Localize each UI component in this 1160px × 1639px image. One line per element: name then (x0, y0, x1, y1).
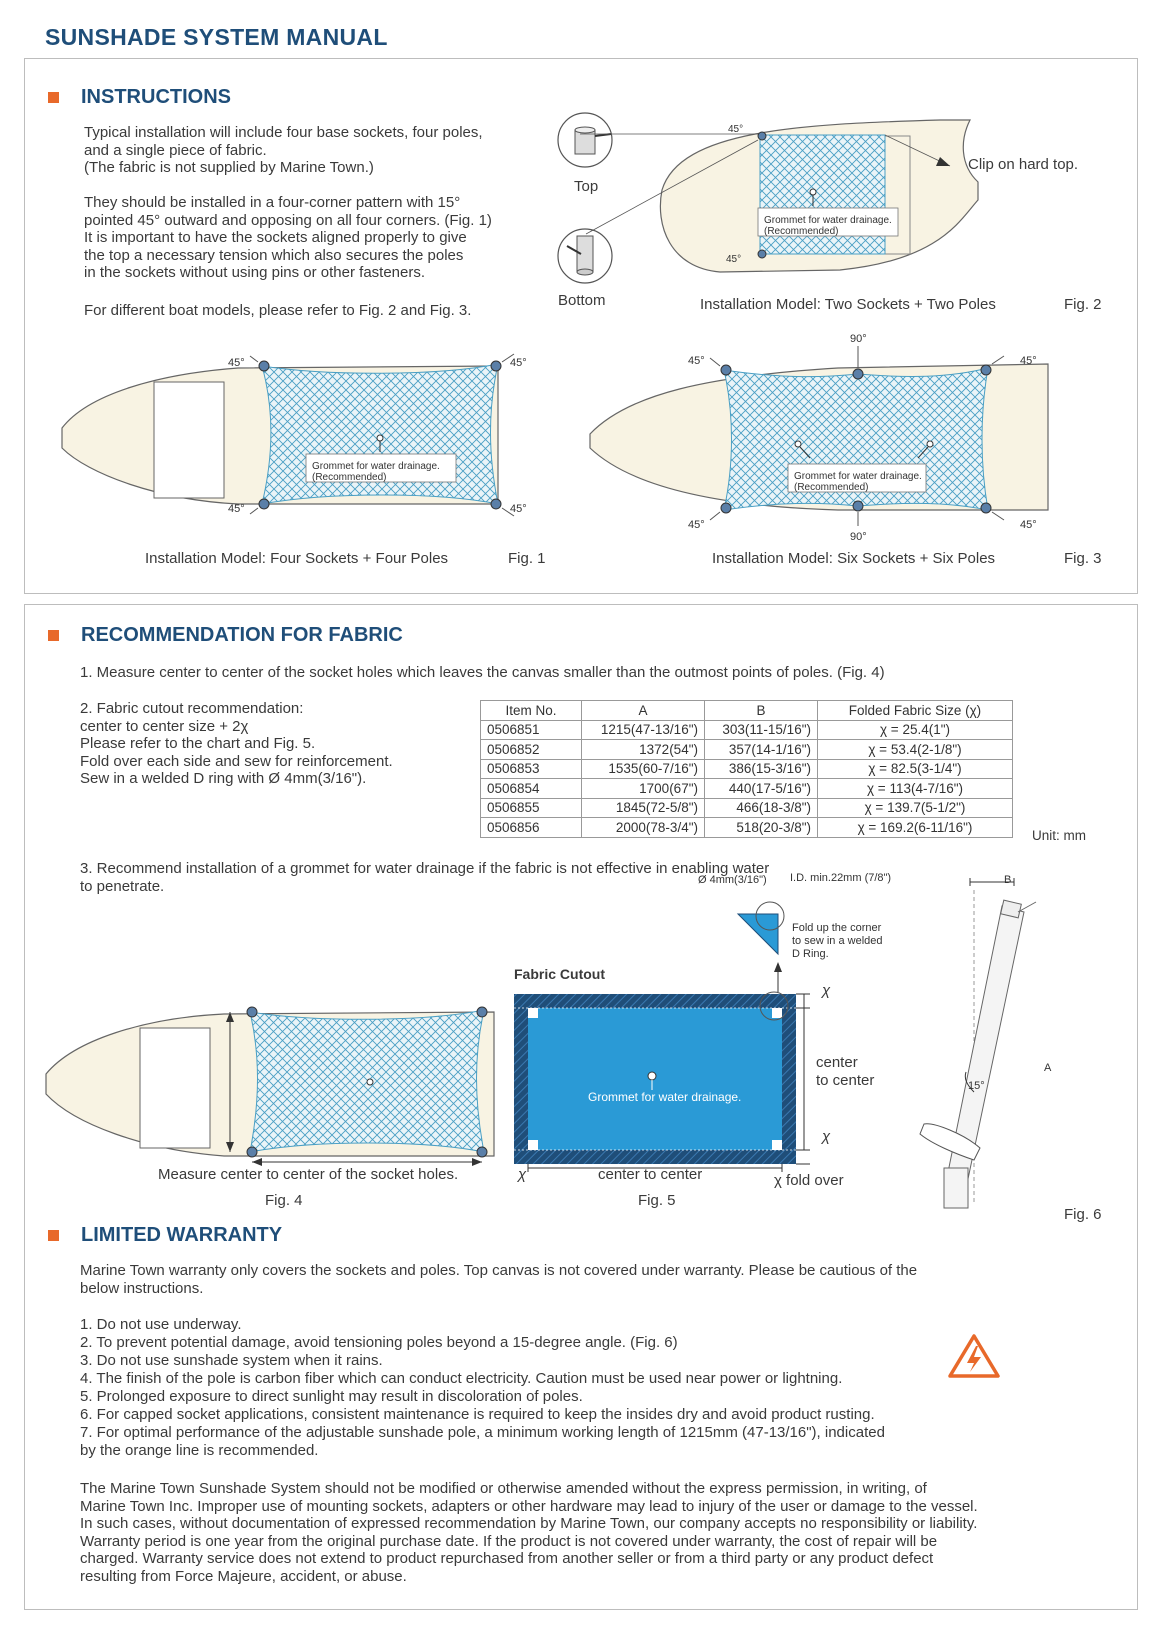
warranty-heading-text: LIMITED WARRANTY (81, 1224, 283, 1246)
table-row (481, 720, 1013, 740)
fabric-size-table (480, 700, 1013, 838)
list-item: 5. Prolonged exposure to direct sunlight may result in discoloration of poles. (80, 1388, 583, 1405)
fabric-item1: 1. Measure center to center of the socket holes which leaves the canvas smaller than the outmost points of poles. (Fig. 4) (80, 664, 885, 681)
instructions-heading-text: INSTRUCTIONS (81, 86, 231, 108)
chi-top: χ (822, 982, 831, 999)
grommet-drain-label: Grommet for water drainage. (588, 1090, 742, 1104)
section-marker-icon (48, 1230, 59, 1241)
table-row (481, 818, 1013, 838)
fig2-grommet-line1: Grommet for water drainage. (764, 215, 892, 226)
warning-electric-icon (946, 1332, 1002, 1382)
fig2-angle-bottom: 45° (726, 254, 742, 265)
fig3-angle-bottom: 90° (850, 531, 867, 543)
chi-bottom: χ (822, 1128, 831, 1145)
center-to-center-v1: center (816, 1054, 858, 1071)
table-header-row (481, 701, 1013, 721)
warranty-list (80, 1316, 885, 1460)
instructions-heading (48, 86, 231, 109)
fig1-angle-tl: 45° (228, 357, 245, 369)
fig3-angle-top: 90° (850, 333, 867, 345)
list-item: 6. For capped socket applications, consistent maintenance is required to keep the insides dry and avoid product rusting. (80, 1406, 875, 1423)
section-marker-icon (48, 92, 59, 103)
list-item: 4. The finish of the pole is carbon fiber which can conduct electricity. Caution must be used near power or lightning. (80, 1370, 843, 1387)
list-item: 2. To prevent potential damage, avoid tensioning poles beyond a 15-degree angle. (Fig. 6) (80, 1334, 678, 1351)
fig2-angle-top: 45° (728, 124, 744, 135)
table-cell: 1535(60-7/16") (582, 759, 705, 779)
table-row (481, 759, 1013, 779)
table-header: B (705, 701, 818, 721)
table-cell: 1372(54") (582, 740, 705, 760)
fig2-diagram (600, 110, 1000, 290)
warranty-closing: The Marine Town Sunshade System should not be modified or otherwise amended without the express permission, in writing, of Marine Town Inc. Improper use of mounting sockets, adapters or other hardware may lead to injury of the user or damage to the vessel. In such cases, without documentation of expressed recommendation by Marine Town, our company accepts no responsibility or liability. Warranty period is one year from the original purchase date. If the product is not covered under warranty, the cost of repair will be charged. Warranty service does not extend to product repurchased from another seller or from a third party or any product defect resulting from Force Majeure, accident, or abuse. (80, 1480, 978, 1585)
fig5-diagram (506, 868, 806, 1178)
fold-note-1: Fold up the corner (792, 922, 882, 934)
unit-label: Unit: mm (1032, 828, 1086, 843)
table-cell: χ = 82.5(3-1/4") (818, 759, 1013, 779)
instructions-para3: For different boat models, please refer to Fig. 2 and Fig. 3. (84, 302, 472, 319)
list-item: 1. Do not use underway. (80, 1316, 242, 1333)
table-cell: 0506852 (481, 740, 582, 760)
fabric-cutout-title: Fabric Cutout (514, 966, 605, 982)
fig3-angle-tr: 45° (1020, 355, 1037, 367)
list-item: 3. Do not use sunshade system when it rains. (80, 1352, 383, 1369)
fig1-angle-tr: 45° (510, 357, 527, 369)
fig3-grommet-line2: (Recommended) (794, 482, 869, 493)
table-header: A (582, 701, 705, 721)
center-to-center-h: center to center (598, 1166, 703, 1183)
fig1-grommet-line2: (Recommended) (312, 472, 387, 483)
center-to-center-v2: to center (816, 1072, 875, 1089)
fold-note-2: to sew in a welded (792, 935, 883, 947)
fig1-grommet-line1: Grommet for water drainage. (312, 461, 440, 472)
pole-dim-a: A (1044, 1062, 1052, 1074)
chi-left: χ (518, 1166, 527, 1183)
fig2-caption: Installation Model: Two Sockets + Two Poles (700, 296, 996, 313)
table-cell: 303(11-15/16") (705, 720, 818, 740)
table-cell: 0506851 (481, 720, 582, 740)
fig1-angle-br: 45° (510, 503, 527, 515)
fig6-label: Fig. 6 (1064, 1206, 1102, 1223)
fig2-label: Fig. 2 (1064, 296, 1102, 313)
fig3-angle-bl: 45° (688, 519, 705, 531)
warranty-heading (48, 1224, 282, 1247)
fig1-caption: Installation Model: Four Sockets + Four Poles (145, 550, 449, 567)
fabric-item3: 3. Recommend installation of a grommet for water drainage if the fabric is not effective in enabling water to penetrate. (80, 860, 770, 895)
fabric-item2: 2. Fabric cutout recommendation: center to center size + 2χ Please refer to the chart and Fig. 5. Fold over each side and sew for reinforcement. Sew in a welded D ring with Ø 4mm(3/16"). (80, 700, 393, 787)
document-title: SUNSHADE SYSTEM MANUAL (45, 24, 388, 50)
fig4-diagram (44, 1000, 504, 1170)
table-cell: 1215(47-13/16") (582, 720, 705, 740)
fold-over-label: χ fold over (774, 1172, 844, 1189)
fig3-caption: Installation Model: Six Sockets + Six Poles (712, 550, 996, 567)
fabric-heading (48, 624, 403, 647)
table-cell: 0506856 (481, 818, 582, 838)
table-cell: 1700(67") (582, 779, 705, 799)
socket-bottom-label: Bottom (558, 292, 606, 309)
table-cell: 386(15-3/16") (705, 759, 818, 779)
fig5-label: Fig. 5 (638, 1192, 676, 1209)
pole-angle: 15° (968, 1080, 985, 1092)
table-row (481, 779, 1013, 799)
fig4-caption: Measure center to center of the socket holes. (158, 1166, 459, 1183)
table-cell: χ = 113(4-7/16") (818, 779, 1013, 799)
instructions-para2: They should be installed in a four-corner pattern with 15° pointed 45° outward and opposing on all four corners. (Fig. 1) It is important to have the sockets aligned properly to give the top a necessary tension which also secures the poles in the sockets without using pins or other fasteners. (84, 194, 492, 281)
table-header: Item No. (481, 701, 582, 721)
fig3-angle-br: 45° (1020, 519, 1037, 531)
table-cell: 0506853 (481, 759, 582, 779)
fig2-grommet-line2: (Recommended) (764, 226, 839, 237)
table-cell: 2000(78-3/4") (582, 818, 705, 838)
d-ring-id: I.D. min.22mm (7/8") (790, 872, 892, 884)
table-cell: χ = 25.4(1") (818, 720, 1013, 740)
table-cell: 0506855 (481, 798, 582, 818)
fig3-label: Fig. 3 (1064, 550, 1102, 567)
table-header: Folded Fabric Size (χ) (818, 701, 1013, 721)
fig6-diagram (904, 872, 1064, 1222)
fig1-diagram (58, 354, 527, 524)
fig3-grommet-line1: Grommet for water drainage. (794, 471, 922, 482)
fig4-label: Fig. 4 (265, 1192, 303, 1209)
table-cell: χ = 53.4(2-1/8") (818, 740, 1013, 760)
table-row (481, 740, 1013, 760)
fig2-clip-label: Clip on hard top. (968, 156, 1079, 173)
table-cell: 466(18-3/8") (705, 798, 818, 818)
table-row (481, 798, 1013, 818)
table-cell: χ = 139.7(5-1/2") (818, 798, 1013, 818)
section-marker-icon (48, 630, 59, 641)
fig1-label: Fig. 1 (508, 550, 546, 567)
fabric-heading-text: RECOMMENDATION FOR FABRIC (81, 624, 403, 646)
fold-note-3: D Ring. (792, 948, 829, 960)
fig3-diagram (588, 334, 1058, 544)
table-cell: 0506854 (481, 779, 582, 799)
fig3-angle-tl: 45° (688, 355, 705, 367)
table-cell: χ = 169.2(6-11/16") (818, 818, 1013, 838)
pole-dim-b: B (1004, 874, 1012, 886)
list-item: 7. For optimal performance of the adjustable sunshade pole, a minimum working length of 1215mm (47-13/16"), indicated by the orange line is recommended. (80, 1424, 885, 1459)
instructions-para1: Typical installation will include four base sockets, four poles, and a single piece of fabric. (The fabric is not supplied by Marine Town.) (84, 124, 483, 176)
table-cell: 357(14-1/16") (705, 740, 818, 760)
table-cell: 518(20-3/8") (705, 818, 818, 838)
fig1-angle-bl: 45° (228, 503, 245, 515)
d-ring-size: Ø 4mm(3/16") (698, 874, 767, 886)
table-cell: 440(17-5/16") (705, 779, 818, 799)
warranty-intro: Marine Town warranty only covers the sockets and poles. Top canvas is not covered under warranty. Please be cautious of the below instructions. (80, 1262, 918, 1297)
table-cell: 1845(72-5/8") (582, 798, 705, 818)
socket-top-label: Top (574, 178, 599, 195)
